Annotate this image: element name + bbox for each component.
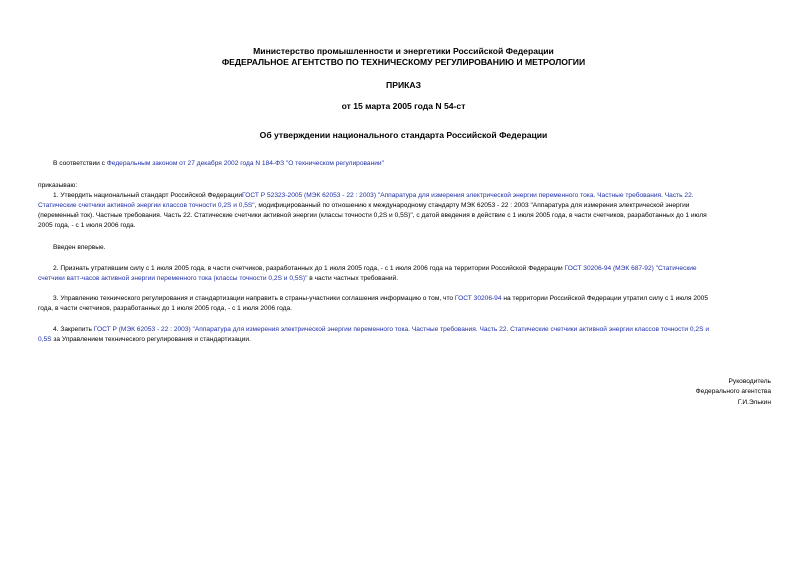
item1-line4: 2005 года, - с 1 июля 2006 года. [38,222,136,229]
gost-r-52323-link[interactable]: ГОСТ Р 52323-2005 (МЭК 62053 - 22 : 2003) "Аппаратура для измерения электрической энергии переменного тока. Частные требования. Часть 22. [242,192,694,199]
gost-r-52323-link-cont[interactable]: Статические счетчики активной энергии классов точности 0,2S и 0,5S" [38,202,255,209]
gost-r-mek-62053-link-cont[interactable]: 0,5S [38,336,52,343]
federal-law-link[interactable]: Федеральным законом от 27 декабря 2002 года N 184-ФЗ "О техническом регулировании" [106,160,384,167]
item4-text-cont: за Управлением технического регулирования и стандартизации. [51,336,251,343]
gost-30206-94-link[interactable]: ГОСТ 30206-94 [454,295,502,302]
agency-name: ФЕДЕРАЛЬНОЕ АГЕНТСТВО ПО ТЕХНИЧЕСКОМУ РЕГУЛИРОВАНИЮ И МЕТРОЛОГИИ [221,57,586,67]
item4-line2 [38,335,251,345]
item3-line2: года, в части счетчиков, разработанных до 1 июля 2005 года, - с 1 июля 2006 года. [38,305,293,312]
introduced-note: Введен впервые. [53,244,106,251]
item3-text2: на территории Российской Федерации утратил силу с 1 июля 2005 [501,295,709,302]
item2-line2 [38,274,782,284]
ministry-name: Министерство промышленности и энергетики Российской Федерации [253,46,554,56]
gost-30206-link-cont[interactable]: счетчики ватт-часов активной энергии переменного тока (классы точности 0,2S и 0,5S)" [38,275,308,282]
item1-text-cont: , модифицированный по отношению к международному стандарту МЭК 62053 - 22 : 2003 "Аппаратура для измерения электрической энергии [254,202,690,209]
item1-line3: (переменный ток). Частные требования. Часть 22. Статические счетчики активной энергии (классы точности 0,2S и 0,5S)", с датой введения в действие с 1 июля 2005 года, в части счетчиков, разработанных до 1 июля [38,212,707,219]
document-type: ПРИКАЗ [386,80,421,90]
preamble [38,159,384,169]
signature-name: Г.И.Элькин [737,399,771,406]
item2-line1 [38,264,797,274]
item1-text: 1. Утвердить национальный стандарт Российской Федерации [53,192,243,199]
document-subject: Об утверждении национального стандарта Российской Федерации [259,130,548,140]
item2-text: 2. Признать утратившим силу с 1 июля 2005 года, в части счетчиков, разработанных до 1 июля 2005 года, - с 1 июля 2006 года на территории Российской Федерации [53,265,565,272]
preamble-text: В соответствии с [53,160,107,167]
signature-title2: Федерального агентства [695,388,771,395]
document-date-number: от 15 марта 2005 года N 54-ст [341,101,466,111]
item4-text: 4. Закрепить [53,326,94,333]
order-word: приказываю: [38,182,78,189]
item3-line1 [38,294,797,304]
item2-text-cont: в части частных требований. [307,275,399,282]
signature-title1: Руководитель [728,378,771,385]
item1-line2 [38,201,782,211]
item4-line1 [38,325,797,335]
item1-line1 [38,191,797,201]
gost-r-mek-62053-link[interactable]: ГОСТ Р (МЭК 62053 - 22 : 2003) "Аппаратура для измерения электрической энергии переменного тока. Частные требования. Часть 22. Статические счетчики активной энергии классов точности 0,2S и [93,326,710,333]
gost-30206-link[interactable]: ГОСТ 30206-94 (МЭК 687-92) "Статические [564,265,697,272]
item3-text: 3. Управлению технического регулирования и стандартизации направить в страны-участники соглашения информацию о том, что [53,295,455,302]
